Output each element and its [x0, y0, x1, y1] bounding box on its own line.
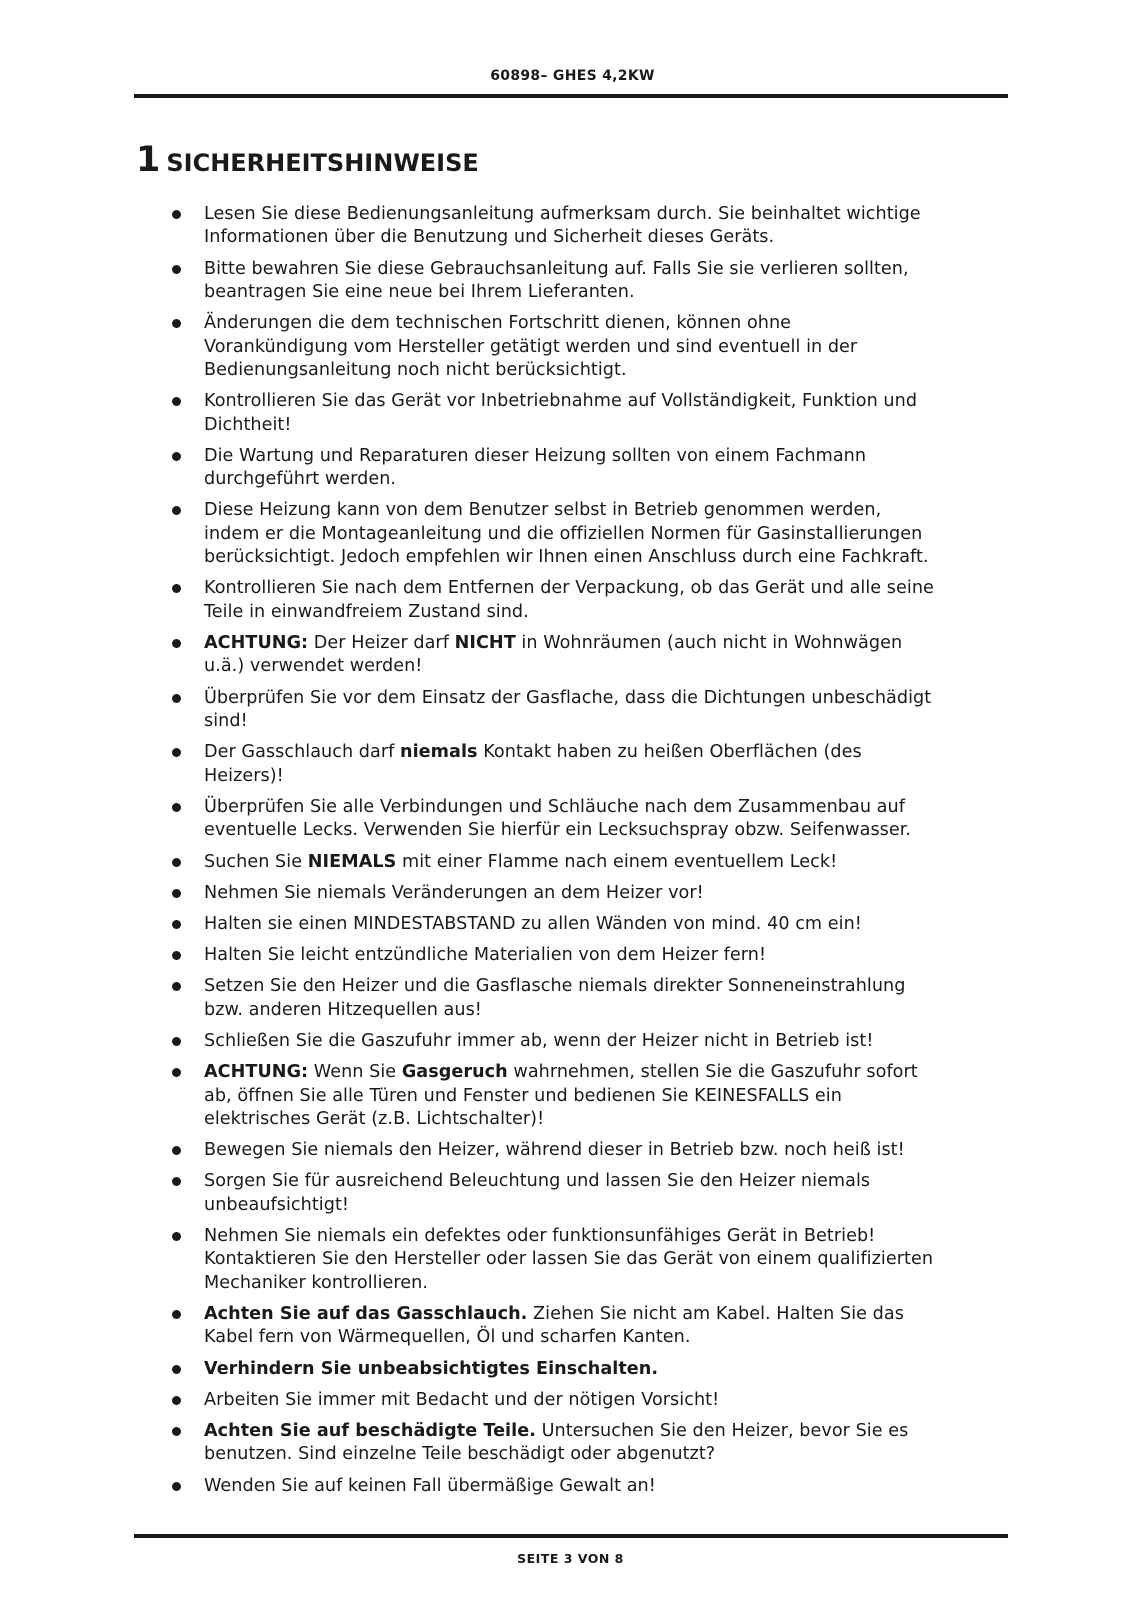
item-text: Halten sie einen MINDESTABSTAND zu allen Wänden von mind. 40 cm ein! — [204, 913, 862, 934]
emphasized-text: NIEMALS — [307, 851, 397, 872]
item-text: Schließen Sie die Gaszufuhr immer ab, wenn der Heizer nicht in Betrieb ist! — [204, 1030, 874, 1051]
item-text: Kontakt haben zu heißen Oberflächen (des — [477, 742, 862, 763]
bullet-icon — [172, 506, 181, 515]
section-heading — [136, 140, 479, 180]
item-text: Der Gasschlauch darf — [204, 742, 401, 763]
item-text: Nehmen Sie niemals Veränderungen an dem Heizer vor! — [204, 882, 704, 903]
bullet-icon — [172, 920, 181, 929]
bullet-icon — [172, 803, 181, 812]
emphasized-text: Achten Sie auf das Gasschlauch. — [204, 1303, 528, 1324]
item-text: unbeaufsichtigt! — [204, 1194, 350, 1215]
item-text: Suchen Sie — [204, 851, 308, 872]
list-item — [172, 913, 1008, 936]
item-text: Der Heizer darf — [308, 633, 455, 654]
item-text: Informationen über die Benutzung und Sicherheit dieses Geräts. — [204, 227, 775, 248]
item-text: Lesen Sie diese Bedienungsanleitung aufmerksam durch. Sie beinhaltet wichtige — [204, 204, 921, 224]
item-text: Arbeiten Sie immer mit Bedacht und der nötigen Vorsicht! — [204, 1389, 720, 1410]
list-item — [172, 1475, 1008, 1498]
document-header-title: 60898– GHES 4,2KW — [490, 68, 655, 84]
item-text: Ziehen Sie nicht am Kabel. Halten Sie das — [527, 1303, 904, 1324]
bullet-icon — [172, 951, 181, 960]
bullet-icon — [172, 1232, 181, 1241]
list-item — [172, 1030, 1008, 1053]
item-text: Nehmen Sie niemals ein defektes oder funktionsunfähiges Gerät in Betrieb! — [204, 1225, 876, 1246]
item-text: Bedienungsanleitung noch nicht berücksichtigt. — [204, 360, 627, 381]
list-item — [172, 1170, 1008, 1217]
item-text: Sorgen Sie für ausreichend Beleuchtung und lassen Sie den Heizer niemals — [204, 1171, 871, 1192]
bullet-icon — [172, 1068, 181, 1077]
item-text: Die Wartung und Reparaturen dieser Heizung sollten von einem Fachmann — [204, 445, 867, 466]
bullet-icon — [172, 639, 181, 648]
safety-instructions-list — [172, 203, 1008, 1506]
list-item — [172, 1358, 1008, 1381]
bullet-icon — [172, 1482, 181, 1491]
list-item — [172, 390, 1008, 437]
item-text: Wenden Sie auf keinen Fall übermäßige Gewalt an! — [204, 1475, 656, 1496]
item-text: wahrnehmen, stellen Sie die Gaszufuhr sofort — [507, 1062, 918, 1083]
item-text: Vorankündigung vom Hersteller getätigt werden und sind eventuell in der — [204, 336, 858, 357]
item-text: mit einer Flamme nach einem eventuellem Leck! — [396, 851, 838, 872]
list-item — [172, 258, 1008, 305]
item-text: in Wohnräumen (auch nicht in Wohnwägen — [515, 633, 903, 654]
emphasized-text: niemals — [400, 742, 478, 763]
item-text: indem er die Montageanleitung und die offiziellen Normen für Gasinstallierungen — [204, 523, 923, 544]
list-item — [172, 203, 1008, 250]
list-item — [172, 687, 1008, 734]
list-item — [172, 1303, 1008, 1350]
bullet-icon — [172, 1177, 181, 1186]
item-text: Kabel fern von Wärmequellen, Öl und scharfen Kanten. — [204, 1327, 691, 1348]
item-text: bzw. anderen Hitzequellen aus! — [204, 999, 482, 1020]
item-text: Mechaniker kontrollieren. — [204, 1272, 428, 1293]
emphasized-text: ACHTUNG: — [204, 633, 309, 654]
emphasized-text: ACHTUNG: — [204, 1062, 309, 1083]
bullet-icon — [172, 397, 181, 406]
header-rule — [134, 94, 1008, 98]
item-text: Überprüfen Sie alle Verbindungen und Schläuche nach dem Zusammenbau auf — [204, 796, 905, 817]
emphasized-text: Gasgeruch — [401, 1062, 508, 1083]
list-item — [172, 499, 1008, 569]
item-text: Überprüfen Sie vor dem Einsatz der Gasflache, dass die Dichtungen unbeschädigt — [204, 687, 932, 708]
item-text: Diese Heizung kann von dem Benutzer selbst in Betrieb genommen werden, — [204, 500, 882, 521]
item-text: benutzen. Sind einzelne Teile beschädigt oder abgenutzt? — [204, 1444, 716, 1465]
list-item — [172, 1225, 1008, 1295]
bullet-icon — [172, 889, 181, 898]
item-text: Teile in einwandfreiem Zustand sind. — [204, 601, 529, 622]
page-number: SEITE 3 VON 8 — [517, 1551, 624, 1566]
item-text: Bewegen Sie niemals den Heizer, während dieser in Betrieb bzw. noch heiß ist! — [204, 1140, 905, 1161]
item-text: Dichtheit! — [204, 414, 292, 435]
bullet-icon — [172, 1365, 181, 1374]
bullet-icon — [172, 1427, 181, 1436]
item-text: u.ä.) verwendet werden! — [204, 656, 423, 677]
bullet-icon — [172, 982, 181, 991]
list-item — [172, 1389, 1008, 1412]
item-text: sind! — [204, 711, 248, 732]
bullet-icon — [172, 1037, 181, 1046]
item-text: Bitte bewahren Sie diese Gebrauchsanleitung auf. Falls Sie sie verlieren sollten, — [204, 258, 909, 279]
list-item — [172, 796, 1008, 843]
bullet-icon — [172, 748, 181, 757]
list-item — [172, 1139, 1008, 1162]
item-text: Halten Sie leicht entzündliche Materialien von dem Heizer fern! — [204, 945, 767, 966]
bullet-icon — [172, 1310, 181, 1319]
bullet-icon — [172, 452, 181, 461]
item-text: ab, öffnen Sie alle Türen und Fenster und bedienen Sie KEINESFALLS ein — [204, 1085, 842, 1106]
list-item — [172, 632, 1008, 679]
section-title: SICHERHEITSHINWEISE — [166, 149, 479, 177]
item-text: Wenn Sie — [308, 1062, 402, 1083]
bullet-icon — [172, 210, 181, 219]
list-item — [172, 882, 1008, 905]
item-text: Kontrollieren Sie nach dem Entfernen der Verpackung, ob das Gerät und alle seine — [204, 578, 934, 599]
bullet-icon — [172, 694, 181, 703]
item-text: Kontaktieren Sie den Hersteller oder lassen Sie das Gerät von einem qualifizierten — [204, 1249, 934, 1270]
item-text: Kontrollieren Sie das Gerät vor Inbetriebnahme auf Vollständigkeit, Funktion und — [204, 391, 918, 412]
item-text: beantragen Sie eine neue bei Ihrem Lieferanten. — [204, 282, 635, 303]
item-text: berücksichtigt. Jedoch empfehlen wir Ihnen einen Anschluss durch eine Fachkraft. — [204, 547, 929, 568]
list-item — [172, 975, 1008, 1022]
bullet-icon — [172, 1396, 181, 1405]
emphasized-text: Achten Sie auf beschädigte Teile. — [204, 1421, 536, 1441]
item-text: eventuelle Lecks. Verwenden Sie hierfür ein Lecksuchspray obzw. Seifenwasser. — [204, 820, 912, 841]
item-text: durchgeführt werden. — [204, 469, 397, 490]
bullet-icon — [172, 319, 181, 328]
list-item — [172, 1061, 1008, 1131]
item-text: Änderungen die dem technischen Fortschritt dienen, können ohne — [204, 313, 792, 334]
list-item — [172, 741, 1008, 788]
list-item — [172, 1420, 1008, 1467]
item-text: Untersuchen Sie den Heizer, bevor Sie es — [535, 1421, 909, 1441]
list-item — [172, 851, 1008, 874]
emphasized-text: NICHT — [454, 633, 516, 654]
list-item — [172, 577, 1008, 624]
list-item — [172, 944, 1008, 967]
item-text: elektrisches Gerät (z.B. Lichtschalter)! — [204, 1108, 545, 1129]
item-text: Setzen Sie den Heizer und die Gasflasche niemals direkter Sonneneinstrahlung — [204, 976, 906, 997]
list-item — [172, 445, 1008, 492]
bullet-icon — [172, 265, 181, 274]
section-number: 1 — [136, 140, 161, 180]
bullet-icon — [172, 858, 181, 867]
bullet-icon — [172, 584, 181, 593]
bullet-icon — [172, 1146, 181, 1155]
footer-rule — [134, 1534, 1008, 1538]
item-text: Heizers)! — [204, 765, 284, 786]
list-item — [172, 312, 1008, 382]
emphasized-text: Verhindern Sie unbeabsichtigtes Einschalten. — [204, 1358, 659, 1379]
